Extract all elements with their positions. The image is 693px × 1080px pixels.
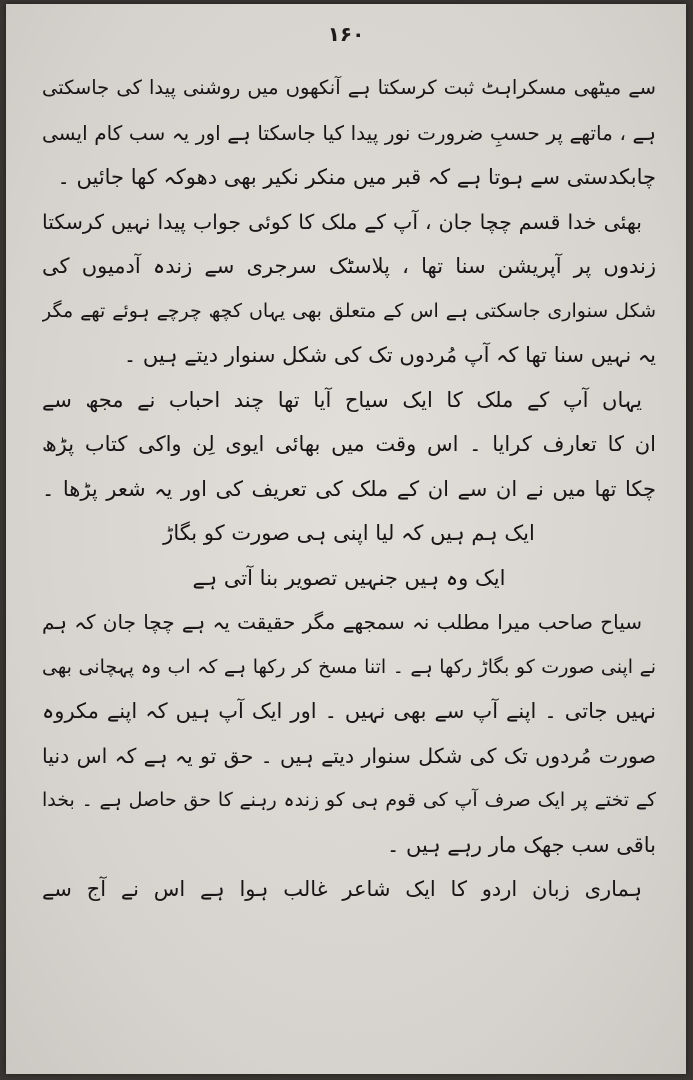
text-line: ہے ، ماتھے پر حسبِ ضرورت نور پیدا کیا جاسکتا ہے اور یہ سب کام ایسی <box>42 120 656 145</box>
text-line: صورت مُردوں تک کی شکل سنوار دیتے ہیں ۔ حق تو یہ ہے کہ اس دنیا <box>42 743 656 768</box>
page-number: ۱۶۰ <box>327 22 365 46</box>
text-line: ہماری زبان اردو کا ایک شاعر غالب ہوا ہے اس نے آج سے <box>42 877 642 901</box>
text-line: ان کا تعارف کرایا ۔ اس وقت میں بھائی ایوی لِن واکی کتاب پڑھ <box>42 432 656 456</box>
text-line: سیاح صاحب میرا مطلب نہ سمجھے مگر حقیقت یہ ہے چچا جان کہ ہم <box>42 610 642 634</box>
text-line: نے اپنی صورت کو بگاڑ رکھا ہے ۔ اتنا مسخ کر رکھا ہے کہ اب وہ پہچانی بھی <box>42 655 656 678</box>
verse-line: ایک وہ ہیں جنہیں تصویر بنا آتی ہے <box>192 565 506 590</box>
text-line: زندوں پر آپریشن سنا تھا ، پلاسٹک سرجری سے زندہ آدمیوں کی <box>42 254 656 278</box>
text-line: بھئی خدا قسم چچا جان ، آپ کے ملک کا کوئی جواب پیدا نہیں کرسکتا <box>42 209 642 234</box>
text-line: چکا تھا میں نے ان سے ان کے ملک کی تعریف کی اور یہ شعر پڑھا ۔ <box>42 476 656 501</box>
text-line: سے میٹھی مسکراہٹ ثبت کرسکتا ہے آنکھوں میں روشنی پیدا کی جاسکتی <box>42 76 656 99</box>
text-line: شکل سنواری جاسکتی ہے اس کے متعلق بھی یہاں کچھ چرچے ہوئے تھے مگر <box>42 299 656 322</box>
text-line: نہیں جاتی ۔ اپنے آپ سے بھی نہیں ۔ اور ایک آپ ہیں کہ اپنے مکروہ <box>42 699 656 723</box>
text-line: کے تختے پر ایک صرف آپ کی قوم ہی کو زندہ رہنے کا حق حاصل ہے ۔ بخدا <box>42 789 656 811</box>
text-line: یہ نہیں سنا تھا کہ آپ مُردوں تک کی شکل سنوار دیتے ہیں ۔ <box>123 343 656 367</box>
text-line: یہاں آپ کے ملک کا ایک سیاح آیا تھا چند احباب نے مجھ سے <box>42 387 642 412</box>
verse-line: ایک ہم ہیں کہ لیا اپنی ہی صورت کو بگاڑ <box>163 521 535 545</box>
book-page <box>6 4 686 1074</box>
text-line: چابکدستی سے ہوتا ہے کہ قبر میں منکر نکیر بھی دھوکہ کھا جائیں ۔ <box>57 165 656 189</box>
text-line: باقی سب جھک مار رہے ہیں ۔ <box>387 832 656 857</box>
page-body-text <box>42 66 656 912</box>
